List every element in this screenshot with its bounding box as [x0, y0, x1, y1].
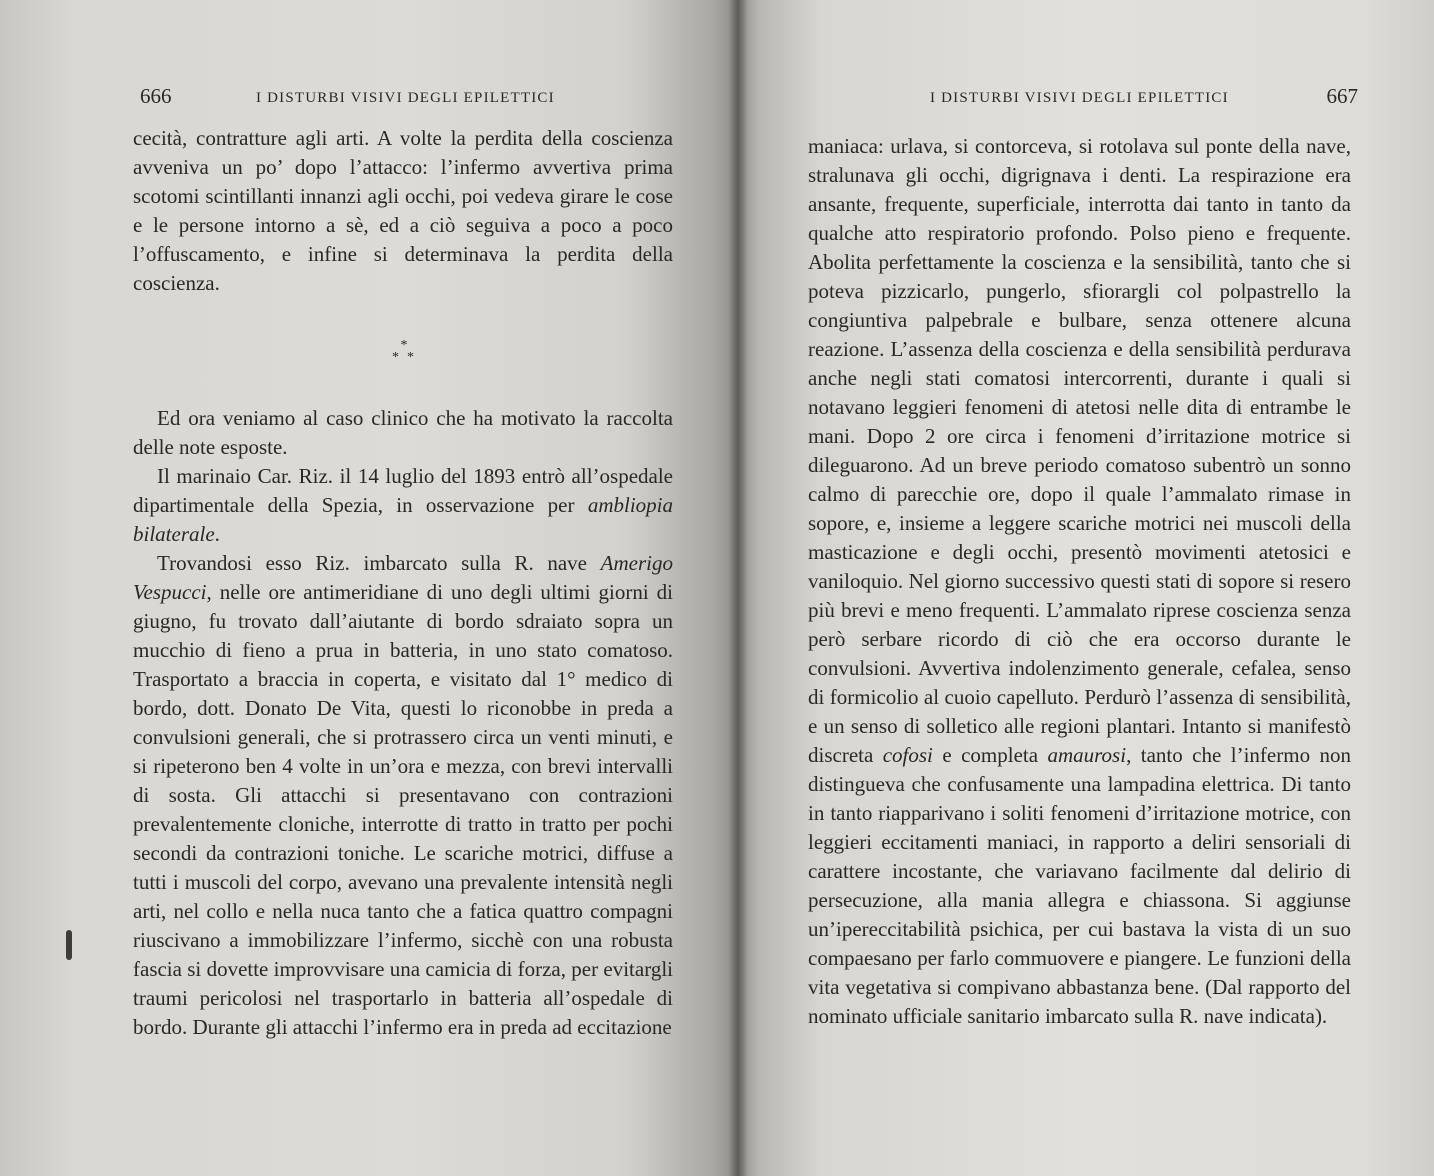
page-smudge-mark	[66, 930, 72, 960]
paragraph-case-history	[133, 549, 673, 1042]
report-text-3: , tanto che l’infermo non distingueva che confusamente una lampadina elettrica. Di tanto in tanto riapparivano i soliti fenomeni d’irritazione motrice, con leggieri eccitamenti maniaci, in rapporto a deliri sensoriali di carattere incostante, che variavano facilmente dal delirio di persecuzione, alla mania allegra e chiassona. Si aggiunse un’ipereccitabilità psichica, per cui bastava la vista di un suo compaesano per farlo commuovere e piangere. Le funzioni della vita vegetativa si compivano abbastanza bene. (Dal rapporto del nominato ufficiale sanitario imbarcato sulla R. nave indicata).	[808, 743, 1351, 1028]
paragraph-admission-text: Il marinaio Car. Riz. il 14 luglio del 1893 entrò all’ospedale dipartimentale della Spezia, in osservazione per	[133, 464, 673, 517]
left-page-header	[140, 84, 680, 118]
paragraph-admission-end: .	[214, 522, 220, 546]
cofosi-italic: cofosi	[882, 743, 933, 767]
asterism-stars-bottom: **	[392, 350, 422, 365]
amaurosi-italic: amaurosi	[1047, 743, 1127, 767]
left-page-body	[133, 124, 673, 1042]
diagnosis-italic: ambliopia bilaterale	[133, 493, 673, 546]
report-text-1: maniaca: urlava, si contorceva, si rotolava sul ponte della nave, stralunava gli occhi, digrignava i denti. La respirazione era ansante, frequente, superficiale, interrotta dai tanto in tanto da qualche atto respiratorio profondo. Polso pieno e frequente. Abolita perfettamente la coscienza e la sensibilità, tanto che si poteva pizzicarlo, pungerlo, sfiorargli col polpastrello la congiuntiva palpebrale e bulbare, senza ottenere alcuna reazione. L’assenza della coscienza e della sensibilità perdurava anche negli stati comatosi intercorrenti, durante i quali si notavano leggieri fenomeni di atetosi nelle dita di entrambe le mani. Dopo 2 ore circa i fenomeni d’irritazione motrice si dileguarono. Ad un breve periodo comatoso subentrò un sonno calmo di parecchie ore, dopo il quale l’ammalato rimase in sopore, e, insieme a leggere scariche motrici nei muscoli della masticazione e degli occhi, presentò movimenti atetosici e vaniloquio. Nel giorno successivo questi stati di sopore si resero più brevi e meno frequenti. L’ammalato riprese coscienza senza però serbare ricordo di ciò che era occorso durante le convulsioni. Avvertiva indolenzimento generale, cefalea, senso di formicolio al cuoio capelluto. Perdurò l’assenza di sensibilità, e un senso di solletico alle regioni plantari. Intanto si manifestò discreta	[808, 134, 1351, 767]
left-page-number: 666	[140, 84, 172, 108]
section-asterism	[133, 298, 673, 365]
paragraph-continuation: cecità, contratture agli arti. A volte la perdita della coscienza avveniva un po’ dopo l’attacco: l’infermo avvertiva prima scotomi scintillanti innanzi agli occhi, poi vedeva girare le cose e le persone intorno a sè, ed a ciò seguiva a poco a poco l’offuscamento, e infine si determinava la perdita della coscienza.	[133, 126, 673, 295]
case-history-text: , nelle ore antimeridiane di uno degli ultimi giorni di giugno, fu trovato dall’aiutante di bordo sdraiato sopra un mucchio di fieno a prua in batteria, in uno stato comatoso. Trasportato a braccia in coperta, e visitato dal 1° medico di bordo, dott. Donato De Vita, questi lo riconobbe in preda a convulsioni generali, che si protrassero circa un venti minuti, e si ripeterono ben 4 volte in un’ora e mezza, con brevi intervalli di sosta. Gli attacchi si presentavano con contrazioni prevalentemente cloniche, interrotte di tratto in tratto per pochi secondi da contrazioni toniche. Le scariche motrici, diffuse a tutti i muscoli del corpo, avevano una prevalente intensità negli arti, nel collo e nella nuca tanto che a fatica quattro compagni riuscivano a immobilizzare l’infermo, sicchè con una robusta fascia si dovette improvvisare una camicia di forza, per evitargli traumi pericolosi nel trasportarlo in batteria all’ospedale di bordo. Durante gli attacchi l’infermo era in preda ad eccitazione	[133, 580, 673, 1039]
paragraph-report	[808, 132, 1351, 1031]
right-page-body	[808, 132, 1351, 1031]
case-history-start: Trovandosi esso Riz. imbarcato sulla R. nave	[157, 551, 601, 575]
right-page-header	[918, 84, 1358, 118]
ship-name-italic: Amerigo Vespucci	[133, 551, 673, 604]
book-gutter	[728, 0, 748, 1176]
asterism-star-top: *	[400, 338, 408, 353]
paragraph-intro: Ed ora veniamo al caso clinico che ha motivato la raccolta delle note esposte.	[133, 406, 673, 459]
left-running-title: I DISTURBI VISIVI DEGLI EPILETTICI	[256, 90, 555, 106]
report-text-2: e completa	[932, 743, 1048, 767]
right-running-title: I DISTURBI VISIVI DEGLI EPILETTICI	[930, 90, 1229, 106]
paragraph-admission	[133, 462, 673, 549]
right-page	[738, 0, 1434, 1176]
right-page-number: 667	[1326, 84, 1358, 108]
